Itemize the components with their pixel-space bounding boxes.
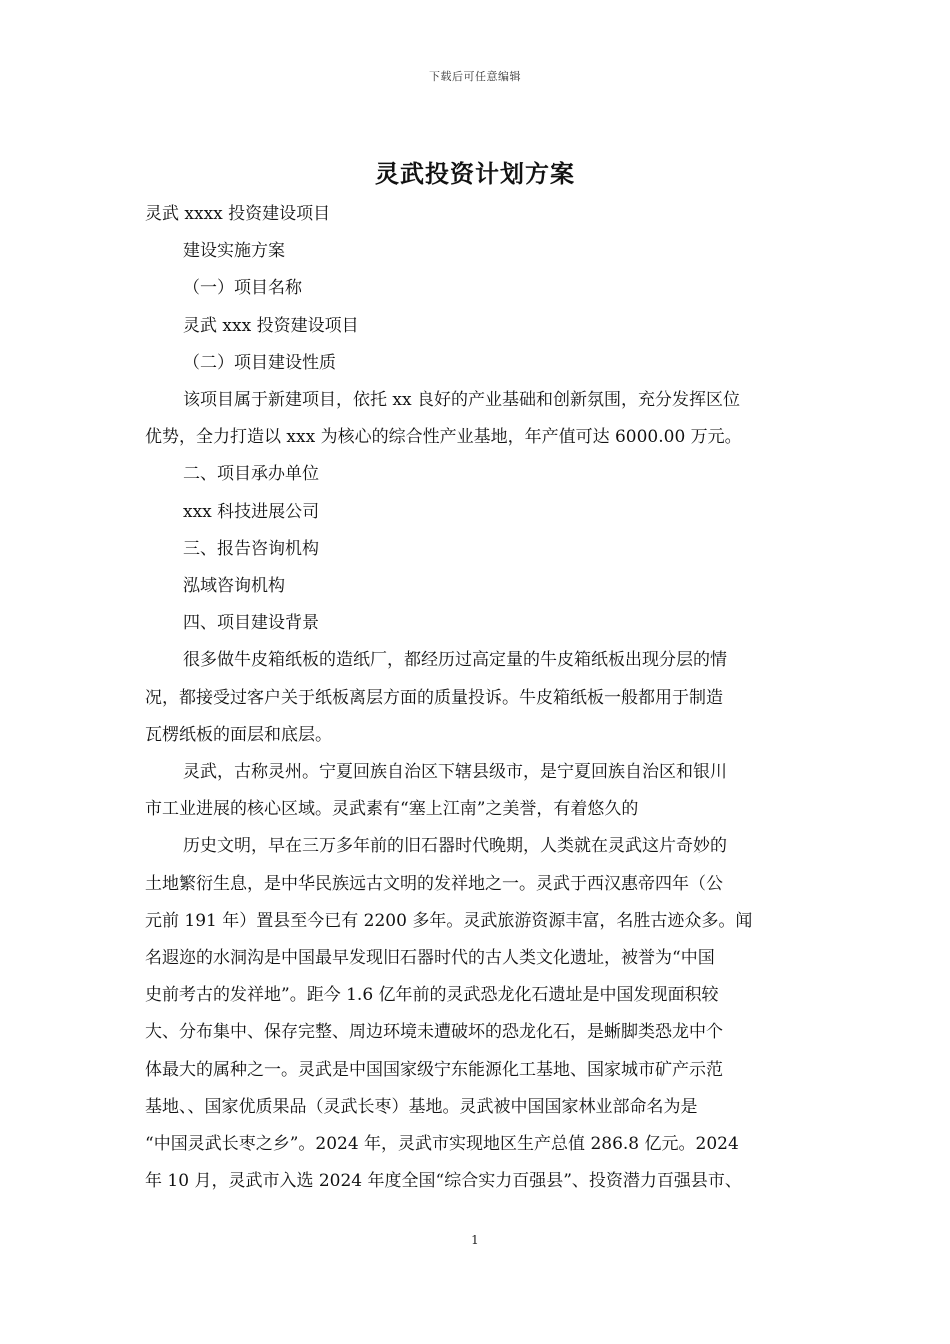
paragraph-line: 瓦楞纸板的面层和底层。 [145,724,332,745]
paragraph-line: 四、项目建设背景 [183,613,319,634]
paragraph-line: 三、报告咨询机构 [183,538,319,559]
paragraph-line: 史前考古的发祥地”。距今 1.6 亿年前的灵武恐龙化石遗址是中国发现面积较 [145,985,719,1006]
document-title: 灵武投资计划方案 [375,159,575,188]
paragraph-line: 元前 191 年）置县至今已有 2200 多年。灵武旅游资源丰富，名胜古迹众多。闻 [145,910,753,931]
paragraph-line: 很多做牛皮箱纸板的造纸厂，都经历过高定量的牛皮箱纸板出现分层的情 [183,650,727,671]
paragraph-line: （一）项目名称 [183,278,302,299]
paragraph-line: （二）项目建设性质 [183,352,336,373]
paragraph-line: 泓域咨询机构 [183,576,285,597]
paragraph-line: 二、项目承办单位 [183,464,319,485]
paragraph-line: 市工业进展的核心区域。灵武素有“塞上江南”之美誉，有着悠久的 [145,799,639,820]
paragraph-line: 土地繁衍生息，是中华民族远古文明的发祥地之一。灵武于西汉惠帝四年（公 [145,873,723,894]
paragraph-line: “中国灵武长枣之乡”。2024 年，灵武市实现地区生产总值 286.8 亿元。2024 [145,1134,739,1155]
paragraph-line: 名遐迩的水洞沟是中国最早发现旧石器时代的古人类文化遗址，被誉为“中国 [145,948,715,969]
paragraph-line: 灵武 xxxx 投资建设项目 [145,204,331,224]
paragraph-line: 灵武，古称灵州。宁夏回族自治区下辖县级市，是宁夏回族自治区和银川 [183,762,727,783]
paragraph-line: 优势，全力打造以 xxx 为核心的综合性产业基地，年产值可达 6000.00 万元。 [145,427,742,448]
page-number: 1 [471,1233,479,1247]
paragraph-line: 体最大的属种之一。灵武是中国国家级宁东能源化工基地、国家城市矿产示范 [145,1059,723,1080]
header-note: 下载后可任意编辑 [429,70,521,83]
document-body [145,196,813,1200]
paragraph-line: 况，都接受过客户关于纸板离层方面的质量投诉。牛皮箱纸板一般都用于制造 [145,687,723,708]
paragraph-line: 历史文明，早在三万多年前的旧石器时代晚期，人类就在灵武这片奇妙的 [183,836,727,857]
paragraph-line: xxx 科技进展公司 [183,501,320,522]
paragraph-line: 年 10 月，灵武市入选 2024 年度全国“综合实力百强县”、投资潜力百强县市、 [145,1171,742,1192]
paragraph-line: 建设实施方案 [183,241,285,262]
paragraph-line: 基地、、国家优质果品（灵武长枣）基地。灵武被中国国家林业部命名为是 [145,1096,698,1117]
paragraph-line: 灵武 xxx 投资建设项目 [183,315,359,336]
paragraph-line: 该项目属于新建项目，依托 xx 良好的产业基础和创新氛围，充分发挥区位 [183,390,740,411]
paragraph-line: 大、分布集中、保存完整、周边环境未遭破坏的恐龙化石，是蜥脚类恐龙中个 [145,1022,723,1043]
